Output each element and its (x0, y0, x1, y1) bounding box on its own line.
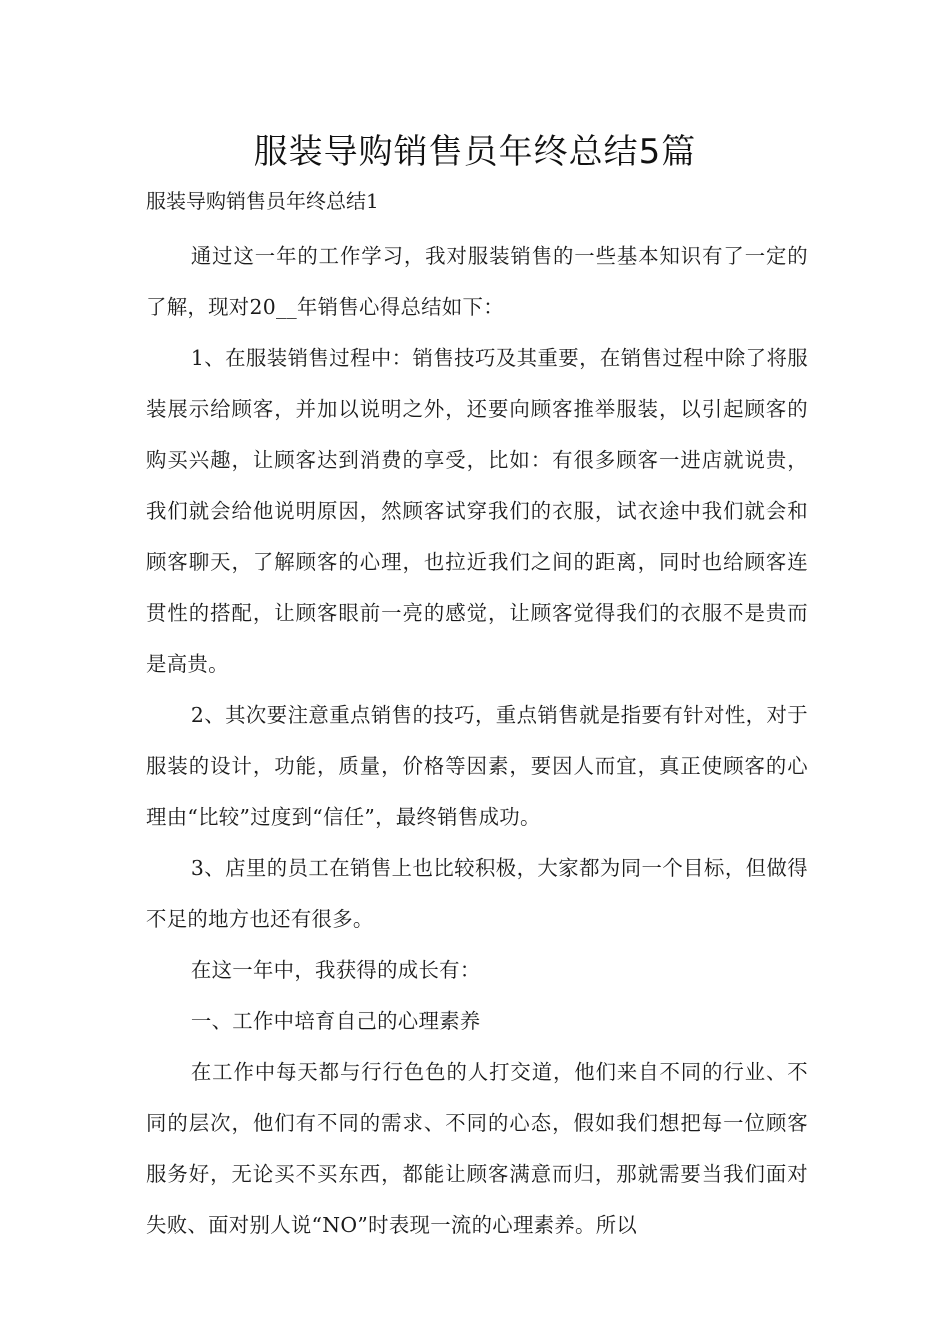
paragraph-intro: 通过这一年的工作学习，我对服装销售的一些基本知识有了一定的了解，现对20__年销售心得总结如下： (146, 244, 808, 319)
paragraph-growth-heading-1: 一、工作中培育自己的心理素养 (190, 1009, 481, 1033)
document-title: 服装导购销售员年终总结5篇 (253, 132, 697, 172)
section-heading: 服装导购销售员年终总结1 (146, 189, 379, 213)
paragraph-point-1: 1、在服装销售过程中：销售技巧及其重要，在销售过程中除了将服装展示给顾客，并加以说明之外，还要向顾客推举服装，以引起顾客的购买兴趣，让顾客达到消费的享受，比如：有很多顾客一进店就说贵，我们就会给他说明原因，然顾客试穿我们的衣服，试衣途中我们就会和顾客聊天，了解顾客的心理，也拉近我们之间的距离，同时也给顾客连贯性的搭配，让顾客眼前一亮的感觉，让顾客觉得我们的衣服不是贵而是高贵。 (146, 346, 808, 676)
document-body (146, 231, 808, 1251)
paragraph-growth-intro: 在这一年中，我获得的成长有： (190, 958, 481, 982)
paragraph-point-2: 2、其次要注意重点销售的技巧，重点销售就是指要有针对性，对于服装的设计，功能，质量，价格等因素，要因人而宜，真正使顾客的心理由“比较”过度到“信任”，最终销售成功。 (146, 703, 808, 829)
paragraph-point-3: 3、店里的员工在销售上也比较积极，大家都为同一个目标，但做得不足的地方也还有很多。 (146, 856, 808, 931)
paragraph-growth-body-1: 在工作中每天都与行行色色的人打交道，他们来自不同的行业、不同的层次，他们有不同的需求、不同的心态，假如我们想把每一位顾客服务好，无论买不买东西，都能让顾客满意而归，那就需要当我们面对失败、面对别人说“NO”时表现一流的心理素养。所以 (146, 1060, 808, 1237)
